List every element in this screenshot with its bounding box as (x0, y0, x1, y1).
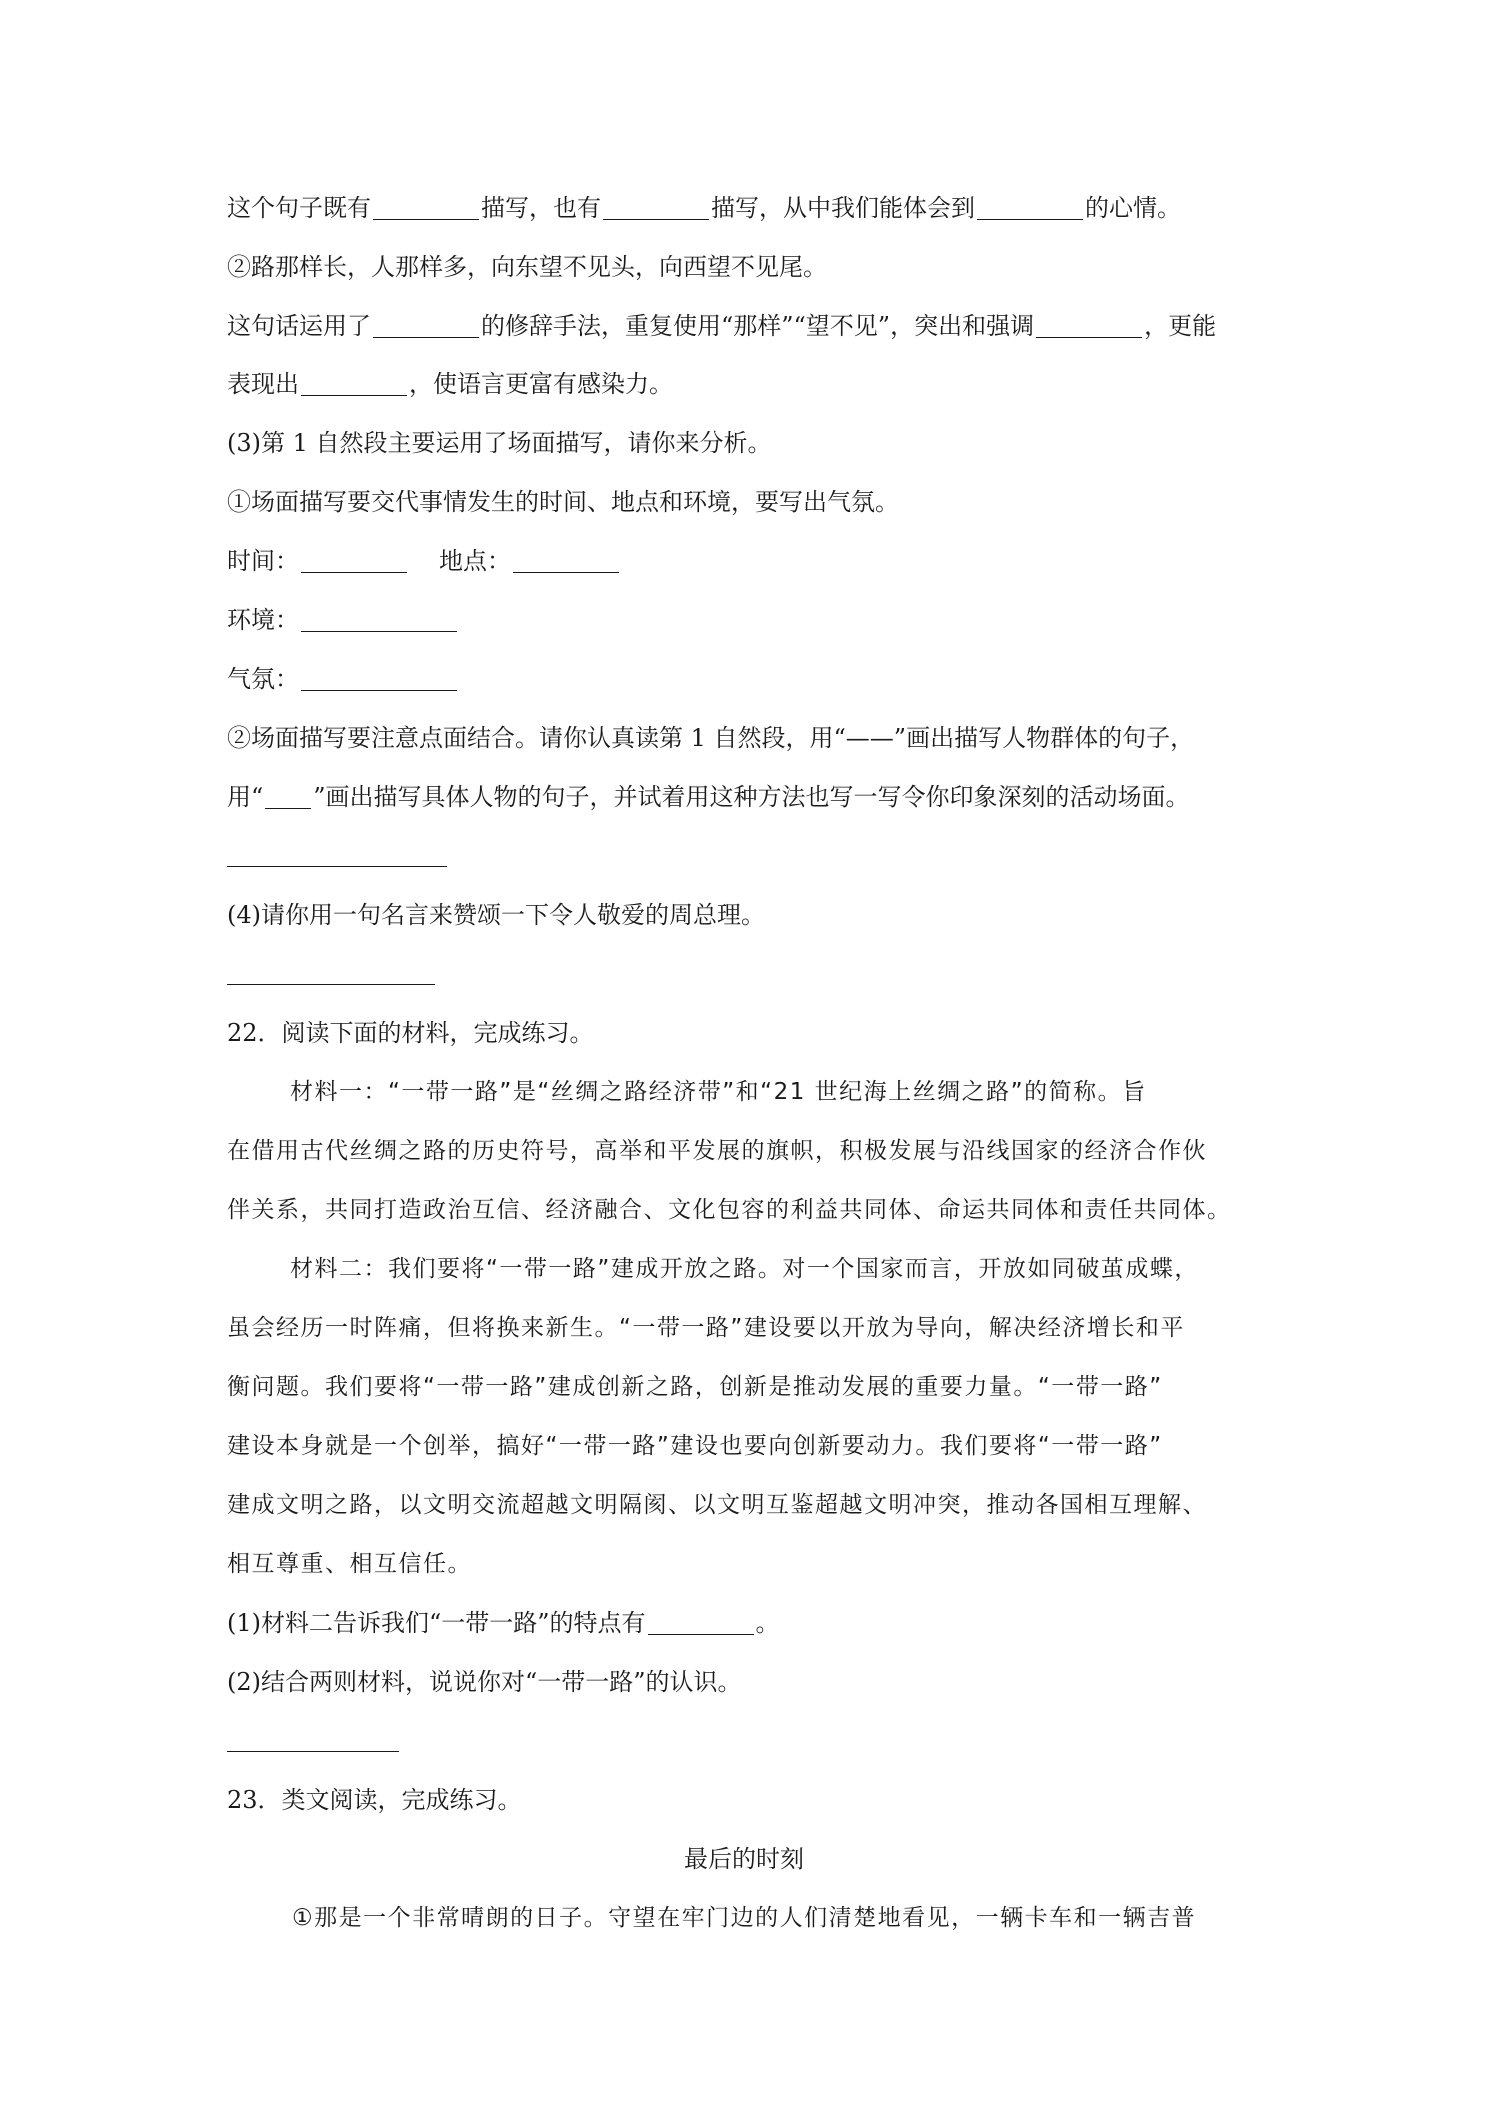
q22-title: 22．阅读下面的材料，完成练习。 (227, 1019, 594, 1047)
article-paragraph: ①那是一个非常晴朗的日子。守望在牢门边的人们清楚地看见，一辆卡车和一辆吉普 (292, 1905, 1197, 1931)
answer-blank[interactable] (1036, 313, 1142, 338)
q21-mood: 气氛： (227, 663, 1288, 695)
q21-environment: 环境： (227, 604, 1288, 636)
answer-blank[interactable] (301, 371, 407, 396)
article-title: 最后的时刻 (684, 1845, 804, 1873)
material1-line: 伴关系，共同打造政治互信、经济融合、文化包容的利益共同体、命运共同体和责任共同体。 (227, 1197, 1232, 1223)
answer-blank[interactable] (373, 195, 479, 220)
q21-line1: 这个句子既有 描写，也有 描写，从中我们能体会到 的心情。 (227, 194, 1181, 222)
q21-part3-item2b: 用“ ”画出描写具体人物的句子，并试着用这种方法也写一写令你印象深刻的活动场面。 (227, 783, 1190, 811)
time-blank[interactable] (301, 548, 407, 573)
q21-part3-item1: ①场面描写要交代事情发生的时间、地点和环境，要写出气氛。 (227, 488, 899, 516)
material2-line: 相互尊重、相互信任。 (227, 1551, 472, 1577)
answer-line-part3[interactable] (227, 866, 447, 867)
q21-part3-title: (3)第 1 自然段主要运用了场面描写，请你来分析。 (227, 429, 772, 457)
environment-blank[interactable] (301, 607, 457, 632)
answer-blank[interactable] (977, 195, 1083, 220)
answer-line-q22[interactable] (227, 1751, 399, 1752)
answer-blank[interactable] (603, 195, 709, 220)
material1-line: 材料一：“一带一路”是“丝绸之路经济带”和“21 世纪海上丝绸之路”的简称。旨 (290, 1079, 1147, 1105)
material2-line: 材料二：我们要将“一带一路”建成开放之路。对一个国家而言，开放如同破茧成蝶， (290, 1256, 1199, 1282)
q21-part4: (4)请你用一句名言来赞颂一下令人敬爱的周总理。 (227, 901, 765, 929)
mood-blank[interactable] (301, 666, 457, 691)
q21-line4: 表现出 ，使语言更富有感染力。 (227, 370, 673, 398)
place-blank[interactable] (513, 548, 619, 573)
q21-part3-item2a: ②场面描写要注意点面结合。请你认真读第 1 自然段，用“——”画出描写人物群体的句子， (227, 724, 1195, 752)
q22-subquestion2: (2)结合两则材料，说说你对“一带一路”的认识。 (227, 1668, 742, 1696)
material2-line: 衡问题。我们要将“一带一路”建成创新之路，创新是推动发展的重要力量。“一带一路” (227, 1374, 1163, 1400)
q21-line3: 这句话运用了 的修辞手法，重复使用“那样”“望不见”，突出和强调 ，更能 (227, 312, 1217, 340)
material1-line: 在借用古代丝绸之路的历史符号，高举和平发展的旗帜，积极发展与沿线国家的经济合作伙 (227, 1138, 1207, 1164)
material2-line: 建设本身就是一个创举，搞好“一带一路”建设也要向创新要动力。我们要将“一带一路” (227, 1433, 1163, 1459)
answer-blank[interactable] (373, 313, 479, 338)
answer-line-part4[interactable] (227, 984, 435, 985)
q21-time-place: 时间： 地点： (227, 545, 1288, 577)
underline-mark-sample (265, 784, 311, 809)
answer-blank[interactable] (648, 1610, 754, 1635)
q22-subquestion1: (1)材料二告诉我们“一带一路”的特点有 。 (227, 1609, 780, 1637)
q23-title: 23．类文阅读，完成练习。 (227, 1786, 522, 1814)
q21-sentence2: ②路那样长，人那样多，向东望不见头，向西望不见尾。 (227, 253, 827, 281)
material2-line: 建成文明之路，以文明交流超越文明隔阂、以文明互鉴超越文明冲突，推动各国相互理解、 (227, 1492, 1207, 1518)
material2-line: 虽会经历一时阵痛，但将换来新生。“一带一路”建设要以开放为导向，解决经济增长和平 (227, 1315, 1185, 1341)
